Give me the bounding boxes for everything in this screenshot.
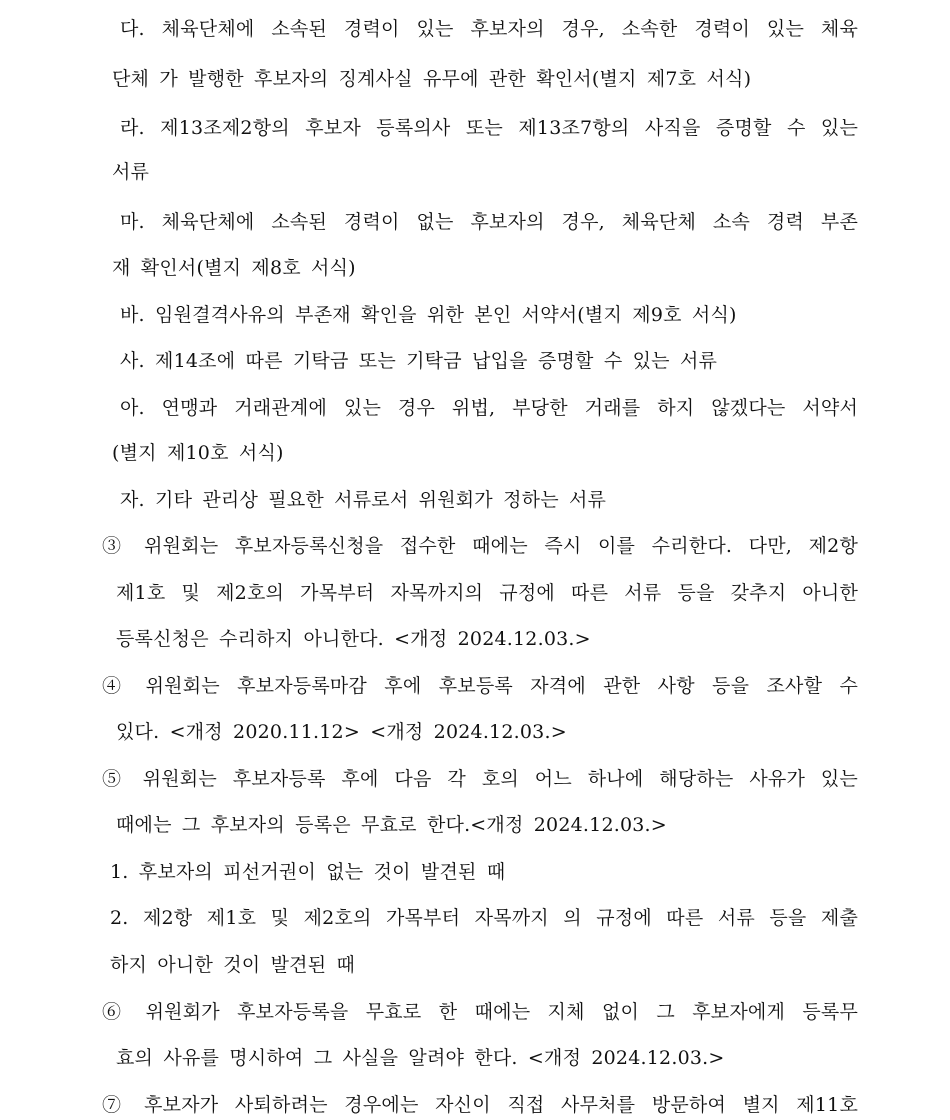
item-a-line-2: (별지 제10호 서식) (112, 442, 284, 464)
paragraph-7-line-1: ⑦ 후보자가 사퇴하려는 경우에는 자신이 직접 사무처를 방문하여 별지 제11호 (102, 1094, 858, 1116)
paragraph-4-line-2: 있다. <개정 2020.11.12> <개정 2024.12.03.> (116, 721, 567, 743)
paragraph-3-line-3: 등록신청은 수리하지 아니한다. <개정 2024.12.03.> (116, 628, 591, 650)
item-da-line-2: 단체 가 발행한 후보자의 징계사실 유무에 관한 확인서(별지 제7호 서식) (112, 68, 752, 90)
item-ra-line-1: 라. 제13조제2항의 후보자 등록의사 또는 제13조7항의 사직을 증명할 수 있는 (120, 117, 858, 139)
paragraph-5-line-1: ⑤ 위원회는 후보자등록 후에 다음 각 호의 어느 하나에 해당하는 사유가 있는 (102, 768, 858, 790)
paragraph-3-line-2: 제1호 및 제2호의 가목부터 자목까지의 규정에 따른 서류 등을 갖추지 아니한 (116, 582, 858, 604)
item-a-line-1: 아. 연맹과 거래관계에 있는 경우 위법, 부당한 거래를 하지 않겠다는 서약서 (120, 397, 858, 419)
item-ba: 바. 임원결격사유의 부존재 확인을 위한 본인 서약서(별지 제9호 서식) (120, 304, 737, 326)
paragraph-5-item-1: 1. 후보자의 피선거권이 없는 것이 발견된 때 (110, 861, 506, 883)
item-ma-line-1: 마. 체육단체에 소속된 경력이 없는 후보자의 경우, 체육단체 소속 경력 부존 (120, 211, 858, 233)
item-ja: 자. 기타 관리상 필요한 서류로서 위원회가 정하는 서류 (120, 489, 607, 511)
paragraph-3-line-1: ③ 위원회는 후보자등록신청을 접수한 때에는 즉시 이를 수리한다. 다만, 제2항 (102, 535, 858, 557)
paragraph-6-line-1: ⑥ 위원회가 후보자등록을 무효로 한 때에는 지체 없이 그 후보자에게 등록무 (102, 1001, 858, 1023)
paragraph-4-line-1: ④ 위원회는 후보자등록마감 후에 후보등록 자격에 관한 사항 등을 조사할 수 (102, 675, 858, 697)
paragraph-5-item-2-line-2: 하지 아니한 것이 발견된 때 (110, 954, 356, 976)
item-ra-line-2: 서류 (112, 161, 150, 183)
paragraph-6-line-2: 효의 사유를 명시하여 그 사실을 알려야 한다. <개정 2024.12.03.> (116, 1047, 725, 1069)
paragraph-5-line-2: 때에는 그 후보자의 등록은 무효로 한다.<개정 2024.12.03.> (116, 814, 667, 836)
item-da-line-1: 다. 체육단체에 소속된 경력이 있는 후보자의 경우, 소속한 경력이 있는 체육 (120, 18, 858, 40)
item-ma-line-2: 재 확인서(별지 제8호 서식) (112, 257, 356, 279)
item-sa: 사. 제14조에 따른 기탁금 또는 기탁금 납입을 증명할 수 있는 서류 (120, 350, 718, 372)
paragraph-5-item-2-line-1: 2. 제2항 제1호 및 제2호의 가목부터 자목까지 의 규정에 따른 서류 등을 제출 (110, 907, 858, 929)
